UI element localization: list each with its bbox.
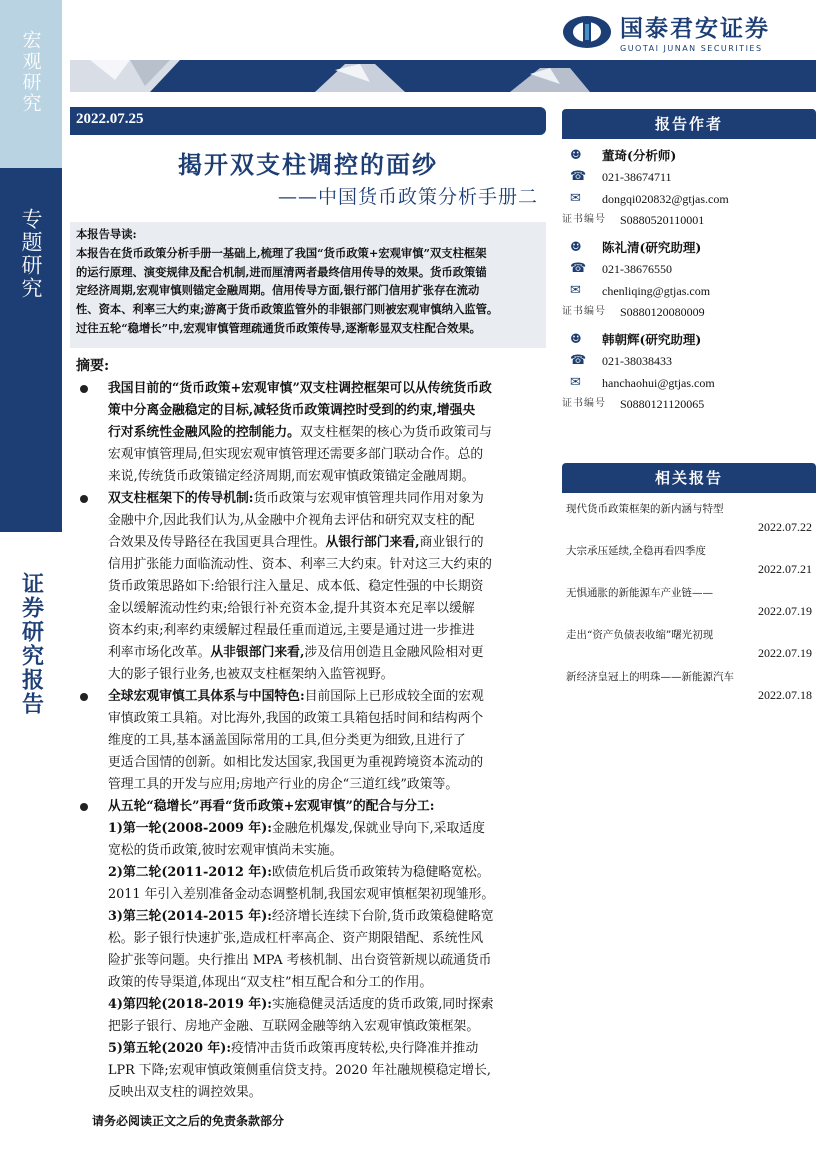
bullet-text-segment: 双支柱框架下的传导机制:	[108, 491, 254, 506]
related-report-date: 2022.07.21	[758, 562, 812, 576]
bullet-text-segment: 从五轮“稳增长”再看“货币政策+宏观审慎”的配合与分工:	[108, 799, 435, 814]
bullet-line	[108, 950, 546, 972]
phone-icon: ☎	[570, 353, 587, 369]
diamond-decoration-icon	[70, 60, 816, 92]
guide-line: 过往五轮“稳增长”中,宏观审慎管理疏通货币政策传导,逐渐彰显双支柱配合效果。	[76, 320, 481, 335]
bullet-text-segment: 更适合国情的创新。如相比发达国家,我国更为重视跨境资本流动的	[108, 755, 484, 770]
bullet-line	[108, 664, 546, 686]
bullet-text-segment: 松。影子银行快速扩张,造成杠杆率高企、资产期限错配、系统性风	[108, 931, 484, 946]
bullet-line	[108, 554, 546, 576]
sidebar-section-special	[0, 168, 62, 532]
bullet-line	[108, 730, 546, 752]
bullet-text-segment: 双支柱框架的核心为货币政策司与	[299, 425, 492, 440]
bullet-line	[108, 862, 546, 884]
summary-bullet	[80, 796, 546, 1104]
guide-heading: 本报告导读:	[76, 227, 137, 241]
bullet-text-segment: 审慎政策工具箱。对比海外,我国的政策工具箱包括时间和结构两个	[108, 711, 484, 726]
author-phone: 021-38038433	[602, 354, 672, 369]
bullet-line	[108, 928, 546, 950]
bullet-line	[108, 1060, 546, 1082]
report-guide-box	[70, 222, 546, 348]
summary-bullets	[80, 378, 546, 1104]
related-report-title[interactable]: 大宗承压延续,全稳再看四季度	[566, 545, 706, 557]
bullet-text-segment: 利率市场化改革。	[108, 645, 211, 660]
bullet-line	[108, 620, 546, 642]
related-report-title[interactable]: 新经济皇冠上的明珠——新能源汽车	[566, 671, 734, 683]
sidebar-section-macro	[0, 0, 62, 168]
bullet-line	[108, 994, 546, 1016]
guide-line: 性、资本、利率三大约束;游离于货币政策监管外的非银部门则被宏观审慎纳入监管。	[76, 302, 499, 317]
email-icon: ✉	[570, 282, 581, 298]
bullet-text-segment: 宽松的货币政策,彼时宏观审慎尚未实施。	[108, 843, 343, 858]
summary-bullet	[80, 378, 546, 488]
related-report-title[interactable]: 无惧通胀的新能源车产业链——	[566, 587, 713, 599]
bullet-text-segment: 资本约束;利率约束缓解过程最任重而道远,主要是通过进一步推进	[108, 623, 475, 638]
bullet-text-segment: 5)第五轮(2020 年):	[108, 1041, 232, 1056]
logo-text-en: GUOTAI JUNAN SECURITIES	[620, 44, 763, 53]
person-icon: ☻	[570, 331, 582, 347]
bullet-line	[108, 972, 546, 994]
bullet-dot-icon	[80, 385, 88, 393]
company-logo	[562, 10, 770, 53]
bullet-line	[108, 818, 546, 840]
summary-bullet	[80, 488, 546, 686]
logo-mark-icon	[562, 15, 612, 49]
bullet-line	[108, 466, 546, 488]
bullet-text-segment: 涉及信用创造且金融风险相对更	[304, 645, 484, 660]
bullet-line	[108, 708, 546, 730]
sidebar-label-macro: 宏观研究	[19, 30, 42, 114]
bullet-line	[108, 796, 546, 818]
bullet-text-segment: 1)第一轮(2008-2009 年):	[108, 821, 272, 836]
bullet-line	[108, 884, 546, 906]
related-report-date: 2022.07.18	[758, 688, 812, 702]
bullet-text-segment: 目前国际上已形成较全面的宏观	[304, 689, 484, 704]
bullet-text-segment: 经济增长连续下台阶,货币政策稳健略宽	[271, 909, 494, 924]
authors-panel	[562, 109, 816, 415]
bullet-text-segment: 险扩张等问题。央行推出 MPA 考核机制、出台资管新规以疏通货币	[108, 953, 492, 968]
bullet-text-segment: 金以缓解流动性约束;给银行补充资本金,提升其资本充足率以缓解	[108, 601, 475, 616]
email-icon: ✉	[570, 374, 581, 390]
related-report-item[interactable]	[566, 501, 812, 535]
bullet-text-segment: 我国目前的“货币政策+宏观审慎”双支柱调控框架可以从传统货币政	[108, 381, 492, 396]
bullet-text-segment: 4)第四轮(2018-2019 年):	[108, 997, 272, 1012]
related-report-item[interactable]	[566, 627, 812, 661]
bullet-line	[108, 422, 546, 444]
bullet-text-segment: 行对系统性金融风险的控制能力。	[108, 425, 300, 440]
bullet-text-segment: 全球宏观审慎工具体系与中国特色:	[108, 689, 305, 704]
sidebar-label-special: 专题研究	[19, 208, 43, 300]
sidebar-label-report: 证券研究报告	[18, 572, 44, 716]
related-report-item[interactable]	[566, 585, 812, 619]
guide-line: 本报告在货币政策分析手册一基础上,梳理了我国“货币政策+宏观审慎”双支柱框架	[76, 245, 487, 260]
related-report-date: 2022.07.19	[758, 646, 812, 660]
sidebar-section-report	[0, 532, 62, 1170]
summary-bullet	[80, 686, 546, 796]
author-name: 陈礼清(研究助理)	[602, 239, 702, 255]
bullet-text-segment: 大的影子银行业务,也被双支柱框架纳入监管视野。	[108, 667, 394, 682]
author-card	[562, 145, 816, 231]
related-report-title[interactable]: 走出“资产负债表收缩”曙光初现	[566, 629, 714, 641]
bullet-text-segment: 疫情冲击货币政策再度转松,央行降准并推动	[231, 1041, 479, 1056]
bullet-line	[108, 1016, 546, 1038]
bullet-line	[108, 1038, 546, 1060]
bullet-line	[108, 774, 546, 796]
bullet-line	[108, 752, 546, 774]
person-icon: ☻	[570, 239, 582, 255]
bullet-text-segment: 宏观审慎管理局,但实现宏观审慎管理还需要多部门联动合作。总的	[108, 447, 484, 462]
left-sidebar	[0, 0, 62, 1170]
author-cert-number: S0880121120065	[620, 397, 705, 412]
person-icon: ☻	[570, 147, 582, 163]
report-date: 2022.07.25	[76, 111, 144, 127]
bullet-text-segment: 合效果及传导路径在我国更具合理性。	[108, 535, 326, 550]
authors-heading: 报告作者	[562, 109, 816, 139]
bullet-text-segment: 商业银行的	[419, 535, 484, 550]
bullet-text-segment: 2)第二轮(2011-2012 年):	[108, 865, 272, 880]
bullet-line	[108, 1082, 546, 1104]
bullet-text-segment: 反映出双支柱的调控效果。	[108, 1085, 262, 1100]
cert-label: 证书编号	[562, 214, 606, 226]
related-report-date: 2022.07.22	[758, 520, 812, 534]
bullet-line	[108, 906, 546, 928]
author-email[interactable]: chenliqing@gtjas.com	[602, 283, 711, 298]
bullet-text-segment: 实施稳健灵活适度的货币政策,同时探索	[271, 997, 494, 1012]
bullet-line	[108, 576, 546, 598]
bullet-line	[108, 532, 546, 554]
bullet-dot-icon	[80, 803, 88, 811]
bullet-dot-icon	[80, 693, 88, 701]
bullet-line	[108, 686, 546, 708]
author-email[interactable]: hanchaohui@gtjas.com	[602, 375, 715, 390]
author-cert-number: S0880520110001	[620, 213, 705, 228]
bullet-line	[108, 400, 546, 422]
bullet-line	[108, 642, 546, 664]
bullet-text-segment: 货币政策与宏观审慎管理共同作用对象为	[253, 491, 484, 506]
bullet-line	[108, 510, 546, 532]
author-email[interactable]: dongqi020832@gtjas.com	[602, 191, 729, 206]
author-phone: 021-38676550	[602, 262, 672, 277]
footer-divider	[70, 1104, 546, 1105]
bullet-text-segment: 从非银部门来看,	[210, 645, 305, 660]
bullet-dot-icon	[80, 495, 88, 503]
phone-icon: ☎	[570, 169, 587, 185]
related-report-item[interactable]	[566, 669, 812, 703]
bullet-text-segment: 金融中介,因此我们认为,从金融中介视角去评估和研究双支柱的配	[108, 513, 475, 528]
report-title: 揭开双支柱调控的面纱	[178, 150, 438, 179]
disclaimer-note: 请务必阅读正文之后的免责条款部分	[92, 1114, 285, 1128]
author-card	[562, 329, 816, 415]
related-report-item[interactable]	[566, 543, 812, 577]
related-reports-panel	[562, 463, 816, 703]
author-cert-number: S0880120080009	[620, 305, 705, 320]
author-name: 韩朝辉(研究助理)	[602, 331, 702, 347]
bullet-text-segment: 信用扩张能力面临流动性、资本、利率三大约束。针对这三大约束的	[108, 557, 492, 572]
bullet-line	[108, 598, 546, 620]
header-banner	[70, 60, 816, 92]
bullet-line	[108, 378, 546, 400]
bullet-text-segment: 策中分离金融稳定的目标,减轻货币政策调控时受到的约束,增强央	[108, 403, 476, 418]
phone-icon: ☎	[570, 261, 587, 277]
bullet-text-segment: 欧债危机后货币政策转为稳健略宽松。	[271, 865, 490, 880]
bullet-text-segment: 金融危机爆发,保就业导向下,采取适度	[271, 821, 485, 836]
bullet-text-segment: 把影子银行、房地产金融、互联网金融等纳入宏观审慎政策框架。	[108, 1019, 480, 1034]
bullet-text-segment: 维度的工具,基本涵盖国际常用的工具,但分类更为细致,且进行了	[108, 733, 466, 748]
guide-line: 定经济周期,宏观审慎则锚定金融周期。信用传导方面,银行部门信用扩张存在流动	[76, 283, 480, 298]
logo-text-cn: 国泰君安证券	[620, 16, 770, 42]
report-subtitle: ——中国货币政策分析手册二	[277, 186, 538, 208]
related-report-date: 2022.07.19	[758, 604, 812, 618]
bullet-text-segment: 来说,传统货币政策锚定经济周期,而宏观审慎政策锚定金融周期。	[108, 469, 475, 484]
bullet-text-segment: 政策的传导渠道,体现出“双支柱”相互配合和分工的作用。	[108, 975, 433, 990]
bullet-line	[108, 488, 546, 510]
author-name: 董琦(分析师)	[602, 147, 677, 163]
related-report-title[interactable]: 现代货币政策框架的新内涵与特型	[566, 503, 724, 515]
bullet-text-segment: 2011 年引入差别准备金动态调整机制,我国宏观审慎框架初现雏形。	[108, 887, 495, 902]
bullet-text-segment: 3)第三轮(2014-2015 年):	[108, 909, 272, 924]
author-card	[562, 237, 816, 323]
cert-label: 证书编号	[562, 306, 606, 318]
bullet-text-segment: 货币政策思路如下:给银行注入量足、成本低、稳定性强的中长期资	[108, 579, 484, 594]
summary-heading: 摘要:	[76, 358, 110, 374]
bullet-text-segment: 从银行部门来看,	[325, 535, 420, 550]
bullet-line	[108, 444, 546, 466]
bullet-text-segment: 管理工具的开发与应用;房地产行业的房企“三道红线”政策等。	[108, 777, 459, 792]
bullet-line	[108, 840, 546, 862]
related-heading: 相关报告	[562, 463, 816, 493]
cert-label: 证书编号	[562, 398, 606, 410]
author-phone: 021-38674711	[602, 170, 672, 185]
email-icon: ✉	[570, 190, 581, 206]
guide-line: 的运行原理、演变规律及配合机制,进而厘清两者最终信用传导的效果。货币政策锚	[76, 264, 487, 279]
date-bar	[70, 107, 546, 135]
bullet-text-segment: LPR 下降;宏观审慎政策侧重信贷支持。2020 年社融规模稳定增长,	[108, 1063, 491, 1078]
